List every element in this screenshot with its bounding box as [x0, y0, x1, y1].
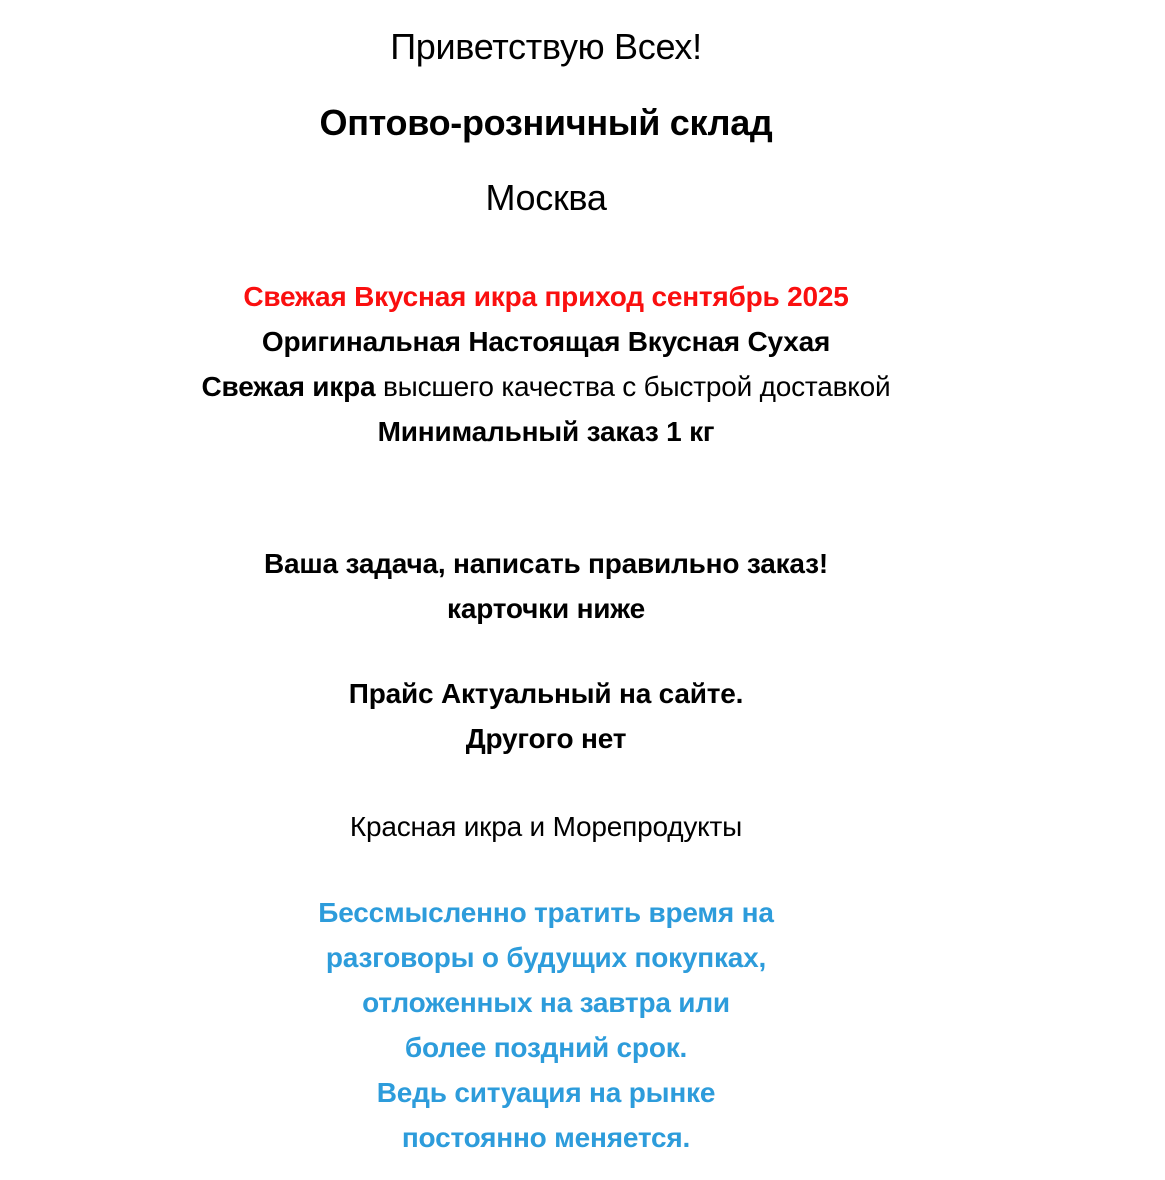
task-line2: карточки ниже	[447, 593, 645, 624]
note-line: разговоры о будущих покупках,	[325, 942, 767, 973]
city-heading: Москва	[485, 177, 607, 218]
task-block	[0, 541, 1092, 631]
note-line: постоянно меняется.	[401, 1122, 691, 1153]
announcement-line3-bold: Свежая икра	[201, 371, 376, 402]
task-line1: Ваша задача, написать правильно заказ!	[264, 548, 828, 579]
announcement-block	[0, 274, 1092, 454]
note-block	[0, 890, 1092, 1160]
category-line: Красная икра и Морепродукты	[349, 811, 743, 842]
page-content	[0, 25, 1092, 1160]
note-line: Ведь ситуация на рынке	[376, 1077, 716, 1108]
greeting-heading: Приветствую Всех!	[390, 26, 702, 67]
announcement-line3	[0, 364, 1092, 409]
note-line: Бессмысленно тратить время на	[318, 897, 774, 928]
price-block	[0, 671, 1092, 761]
price-line2: Другого нет	[465, 723, 627, 754]
announcement-highlight: Свежая Вкусная икра приход сентябрь 2025	[243, 281, 849, 312]
note-line: отложенных на завтра или	[362, 987, 730, 1018]
announcement-line2: Оригинальная Настоящая Вкусная Сухая	[261, 326, 831, 357]
announcement-line4: Минимальный заказ 1 кг	[377, 416, 715, 447]
note-line: более поздний срок.	[404, 1032, 688, 1063]
price-line1: Прайс Актуальный на сайте.	[348, 678, 744, 709]
warehouse-heading: Оптово-розничный склад	[319, 102, 773, 143]
announcement-line3-rest: высшего качества с быстрой доставкой	[375, 371, 891, 402]
